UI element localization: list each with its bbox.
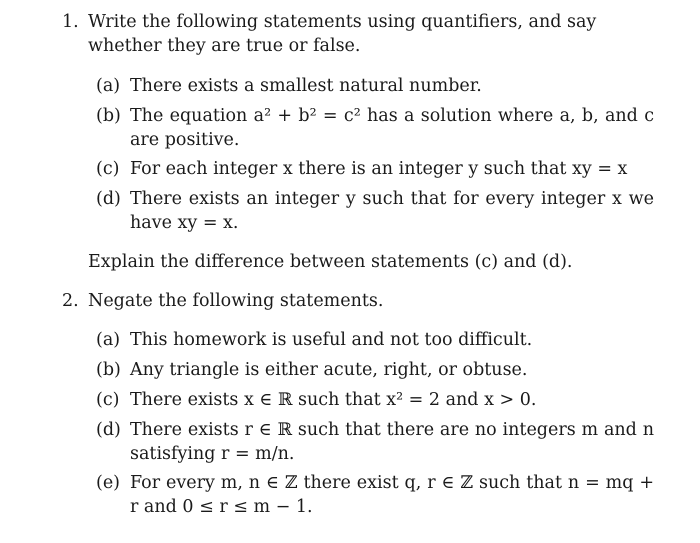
item-label: (a) <box>96 76 121 96</box>
problem-text: Negate the following statements. <box>88 291 384 311</box>
item-text: There exists r ∈ ℝ such that there are no integers m and n satisfying r = m/n. <box>130 420 654 464</box>
problem-number: 2. <box>62 291 79 311</box>
item-text: For every m, n ∈ ℤ there exist q, r ∈ ℤ such that n = mq + r and 0 ≤ r ≤ m − 1. <box>130 473 654 517</box>
item-label: (c) <box>96 390 120 410</box>
item-label: (d) <box>96 420 121 440</box>
item-label: (e) <box>96 473 121 493</box>
item-label: (b) <box>96 360 121 380</box>
item-label: (c) <box>96 159 120 179</box>
list-item <box>96 74 654 98</box>
problem-1 <box>62 10 660 58</box>
list-item <box>96 328 654 352</box>
list-item <box>96 471 654 519</box>
item-text: There exists an integer y such that for every integer x we have xy = x. <box>130 189 654 233</box>
item-text: This homework is useful and not too difficult. <box>130 330 533 350</box>
followup-text: Explain the difference between statements (c) and (d). <box>88 252 573 272</box>
list-item <box>96 358 654 382</box>
item-label: (b) <box>96 106 121 126</box>
list-item <box>96 388 654 412</box>
list-item <box>96 157 654 181</box>
list-item <box>96 104 654 152</box>
item-text: There exists x ∈ ℝ such that x² = 2 and x > 0. <box>130 390 537 410</box>
list-item <box>96 418 654 466</box>
item-label: (a) <box>96 330 121 350</box>
item-label: (d) <box>96 189 121 209</box>
item-text: For each integer x there is an integer y such that xy = x <box>130 159 628 179</box>
problem-text: Write the following statements using quantifiers, and say whether they are true or false. <box>88 12 597 56</box>
problem-2 <box>62 289 660 313</box>
item-text: Any triangle is either acute, right, or obtuse. <box>130 360 528 380</box>
problem-number: 1. <box>62 12 79 32</box>
item-text: The equation a² + b² = c² has a solution where a, b, and c are positive. <box>130 106 654 150</box>
list-item <box>96 187 654 235</box>
item-text: There exists a smallest natural number. <box>130 76 482 96</box>
